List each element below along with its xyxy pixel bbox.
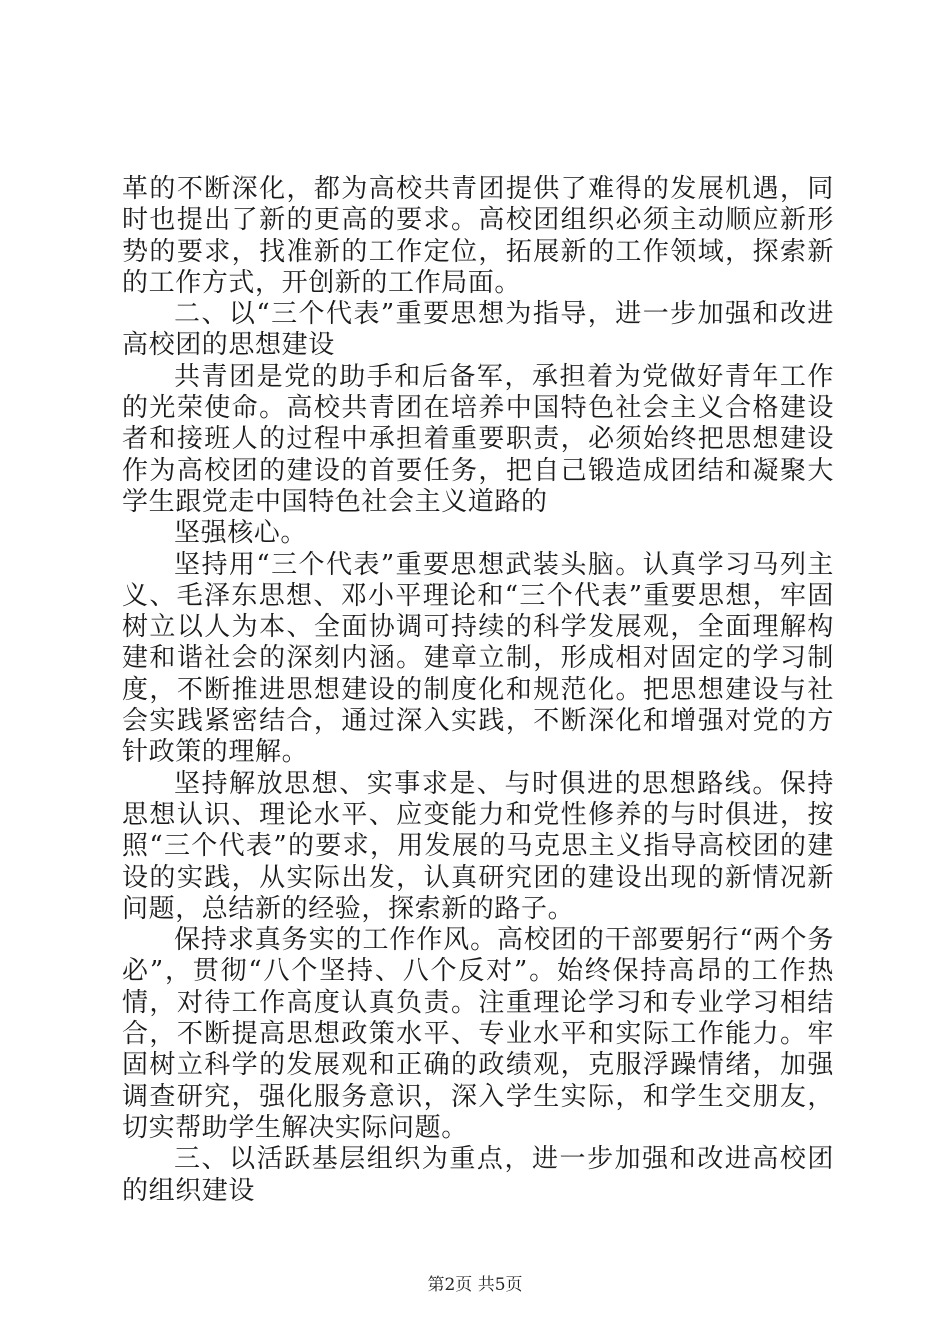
section-heading-3: 三、以活跃基层组织为重点，进一步加强和改进高校团的组织建设	[122, 1144, 834, 1206]
section-heading-2: 二、以“三个代表”重要思想为指导，进一步加强和改进高校团的思想建设	[122, 299, 834, 361]
paragraph-3: 共青团是党的助手和后备军，承担着为党做好青年工作的光荣使命。高校共青团在培养中国特色社会主义合格建设者和接班人的过程中承担着重要职责，必须始终把思想建设作为高校团的建设的首要任务，把自己锻造成团结和凝聚大学生跟党走中国特色社会主义道路的	[122, 361, 834, 517]
page-number-footer: 第2页 共5页	[427, 1275, 523, 1295]
paragraph-5: 坚持用“三个代表”重要思想武装头脑。认真学习马列主义、毛泽东思想、邓小平理论和“三个代表”重要思想，牢固树立以人为本、全面协调可持续的科学发展观，全面理解构建和谐社会的深刻内涵。建章立制，形成相对固定的学习制度，不断推进思想建设的制度化和规范化。把思想建设与社会实践紧密结合，通过深入实践，不断深化和增强对党的方针政策的理解。	[122, 549, 834, 768]
paragraph-6: 坚持解放思想、实事求是、与时俱进的思想路线。保持思想认识、理论水平、应变能力和党性修养的与时俱进，按照“三个代表”的要求，用发展的马克思主义指导高校团的建设的实践，从实际出发，认真研究团的建设出现的新情况新问题，总结新的经验，探索新的路子。	[122, 768, 834, 924]
paragraph-4: 坚强核心。	[174, 518, 308, 549]
document-body	[122, 174, 834, 1207]
paragraph-7: 保持求真务实的工作作风。高校团的干部要躬行“两个务必”，贯彻“八个坚持、八个反对”。始终保持高昂的工作热情，对待工作高度认真负责。注重理论学习和专业学习相结合，不断提高思想政策水平、专业水平和实际工作能力。牢固树立科学的发展观和正确的政绩观，克服浮躁情绪，加强调查研究，强化服务意识，深入学生实际，和学生交朋友，切实帮助学生解决实际问题。	[122, 925, 834, 1143]
paragraph-1: 革的不断深化，都为高校共青团提供了难得的发展机遇，同时也提出了新的更高的要求。高校团组织必须主动顺应新形势的要求，找准新的工作定位，拓展新的工作领域，探索新的工作方式，开创新的工作局面。	[122, 174, 834, 298]
